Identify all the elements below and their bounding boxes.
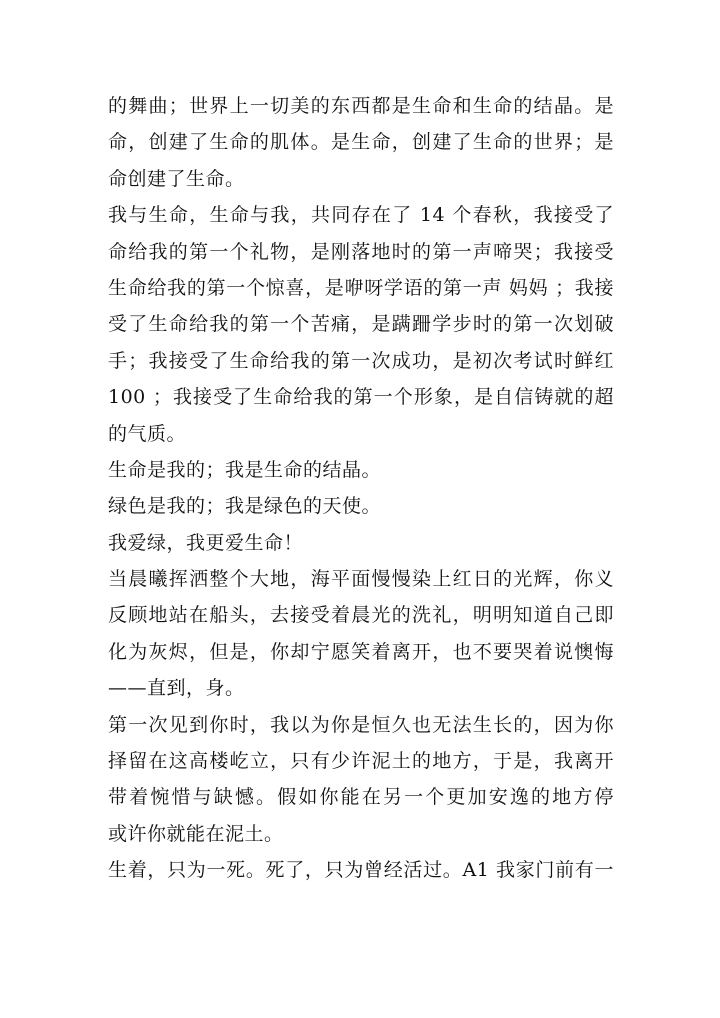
text-line: 命创建了生命。 — [108, 167, 245, 190]
text-line: 或许你就能在泥土。 — [108, 822, 284, 845]
text-line: 命，创建了生命的肌体。是生命，创建了生命的世界；是 — [108, 131, 614, 154]
text-line: 择留在这高楼屹立，只有少许泥土的地方，于是，我离开 — [108, 750, 614, 773]
text-line: 我爱绿，我更爱生命！ — [108, 531, 304, 554]
text-line: 命给我的第一个礼物，是刚落地时的第一声啼哭；我接受 — [108, 240, 614, 263]
text-line: 反顾地站在船头，去接受着晨光的洗礼，明明知道自己即 — [108, 604, 614, 627]
text-line: 的气质。 — [108, 422, 187, 445]
text-line: 第一次见到你时，我以为你是恒久也无法生长的，因为你 — [108, 713, 614, 736]
text-line: 生着，只为一死。死了，只为曾经活过。A1 我家门前有一 — [108, 859, 614, 882]
text-line: 带着惋惜与缺憾。假如你能在另一个更加安逸的地方停 — [108, 786, 614, 809]
text-line: 生命是我的；我是生命的结晶。 — [108, 458, 382, 481]
text-line: 的舞曲；世界上一切美的东西都是生命和生命的结晶。是 — [108, 95, 614, 117]
document-body — [108, 88, 614, 889]
text-line: 化为灰烬，但是，你却宁愿笑着离开，也不要哭着说懊悔 — [108, 640, 614, 663]
text-line: 当晨曦挥洒整个大地，海平面慢慢染上红日的光辉，你义 — [108, 568, 614, 591]
text-line: 绿色是我的；我是绿色的天使。 — [108, 495, 382, 518]
text-line: 手；我接受了生命给我的第一次成功，是初次考试时鲜红 — [108, 349, 614, 372]
text-line: 受了生命给我的第一个苦痛，是蹒跚学步时的第一次划破 — [108, 313, 614, 336]
text-line: ——直到，身。 — [108, 677, 245, 700]
text-line: 生命给我的第一个惊喜，是咿呀学语的第一声 妈妈 ；我接 — [108, 276, 614, 299]
text-line: 100 ；我接受了生命给我的第一个形象，是自信铸就的超 — [108, 386, 614, 409]
text-line: 我与生命，生命与我，共同存在了 14 个春秋，我接受了 — [108, 204, 614, 227]
